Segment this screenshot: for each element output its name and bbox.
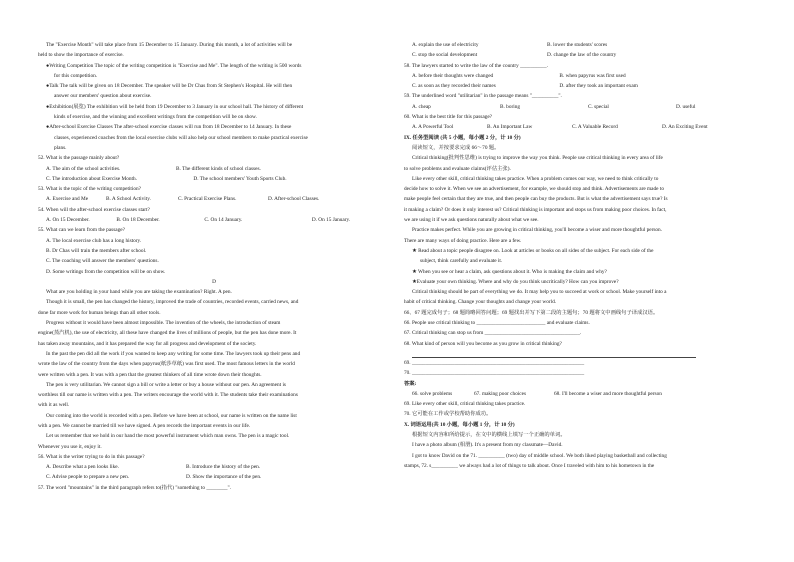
- text-line: 57. The word "mountains" in the third paragraph refers to(指代) "something to ________".: [38, 484, 232, 491]
- text-line: D: [212, 278, 216, 285]
- text-line: has taken away mountains, and it has prepared the way for all progress and development of the society.: [38, 340, 257, 347]
- text-line: I got to know David on the 71. __________ (two) day of middle school. We both liked playing basketball and collecting: [412, 452, 667, 459]
- answer-option: C. Practical Exercise Plans.: [178, 196, 237, 203]
- text-line: we are using it if we ask questions naturally about what we see.: [404, 217, 539, 224]
- section-heading: IX. 任务型阅读 (共 5 小题，每小题 2 分，计 10 分): [404, 134, 521, 141]
- answer-option: B. lower the students' scores: [547, 42, 608, 48]
- text-line: 根据短文内容和所给提示，在文中的横线上填写一个正确的单词。: [412, 431, 566, 438]
- answer-option: C. as soon as they recorded their names: [412, 83, 496, 90]
- option-row: [404, 122, 756, 132]
- option-row: [38, 194, 390, 204]
- text-line: classes, experienced coaches from the local exercise clubs will also help our school members to make practical exercise: [54, 134, 308, 141]
- text-line: wrote the law of the country from the days when papyrus(纸莎草纸) was first used. The most famous letters in the world: [38, 361, 295, 368]
- text-line: 70. _________________________________________________________________: [404, 370, 585, 377]
- answer-option: D. An Exciting Event: [662, 124, 708, 131]
- text-line: 58. The lawyers started to write the law of the country __________.: [404, 62, 548, 69]
- text-line: ●Exhibition(展览) The exhibition will be held from 19 December to 3 January in our school hall. The history of different: [46, 103, 304, 110]
- answer-option: 68. I'll become a wiser and more thoughtful person: [554, 390, 662, 397]
- text-line: Though it is small, the pen has changed the history, improved the trade of countries, recorded events, carried news, and: [46, 299, 299, 306]
- text-line: subject, think carefully and evaluate it.: [420, 258, 503, 265]
- option-row: [38, 164, 390, 174]
- text-line: plans.: [54, 144, 67, 151]
- text-line: ●After-school Exercise Classes The after-school exercise classes will run from 18 December to 14 January. In these: [46, 124, 292, 131]
- option-row: [404, 40, 756, 50]
- answer-option: D. After-school Classes.: [268, 196, 320, 203]
- text-line: Critical thinking should be part of everything we do. It may help you to succeed at work or school. Make yourself into a: [412, 289, 667, 296]
- answer-option: B. An Important Law: [487, 124, 533, 131]
- text-line: 59. The underlined word "utilitarian" in the passage means "__________".: [404, 93, 562, 100]
- text-line: ★ When you see or hear a claim, ask questions about it. Who is making the claim and why?: [412, 268, 607, 275]
- text-line: held to show the importance of exercise.: [38, 52, 124, 59]
- answer-option: C. A Valuable Record: [572, 124, 618, 131]
- text-line: Practice makes perfect. While you are growing in critical thinking, you'll become a wiser and more thoughtful person.: [412, 227, 663, 234]
- option-row: [38, 174, 390, 184]
- answer-option: B. A School Activity.: [106, 196, 151, 203]
- option-row: [404, 71, 756, 81]
- text-line: habit of critical thinking. Change your thoughts and change your world.: [404, 299, 557, 306]
- answer-option: A. explain the use of electricity: [412, 42, 479, 48]
- text-line: A. The local exercise club has a long history.: [46, 237, 142, 244]
- text-line: C. The coaching will answer the members' questions.: [46, 258, 159, 265]
- text-line: 66、67 题完成句子；68 题简略回答问题；69 题找出并写下第二段的主题句；70 题将文中画线句子译成汉语。: [404, 309, 659, 316]
- text-line: What are you holding in your hand while you are taking the examination? Right. A pen.: [46, 289, 232, 296]
- text-line: ●Talk The talk will be given on 18 December. The speaker will be Dr Chas from St Stephen's Hospital. He will then: [46, 83, 293, 90]
- text-line: D. Some writings from the competition will be on show.: [46, 268, 166, 275]
- text-line: 67. Critical thinking can stop us from ____________________________________.: [404, 330, 582, 337]
- answer-write-line: [412, 349, 696, 358]
- text-line: Progress without it would have been almost impossible. The invention of the wheels, the introduction of steam: [46, 320, 281, 327]
- text-line: worthless till our name is written with a pen. The writers encourage the world with it. The students take their examinations: [38, 392, 298, 399]
- text-line: B. Dr Chas will train the members after school.: [46, 247, 147, 254]
- text-line: There are many ways of doing practice. Here are a few.: [404, 237, 522, 244]
- text-line: 70. 它可能在工作或学校帮助你成功。: [404, 411, 492, 418]
- option-row: [404, 102, 756, 112]
- text-line: make people feel certain that they are true, and then people can buy the products. But is what the advertisement says true? Is: [404, 196, 668, 203]
- text-line: with it as well.: [38, 402, 70, 409]
- answer-option: C. special: [588, 103, 609, 110]
- text-line: for this competition.: [54, 72, 98, 79]
- text-line: Whenever you use it, enjoy it.: [38, 443, 102, 450]
- text-line: The pen is very utilitarian. We cannot sign a bill or write a letter or buy a house without our pen. An agreement is: [46, 381, 286, 388]
- text-line: In the past the pen did all the work if you wanted to keep any writing for some time. The lawyers took up their pens and: [46, 350, 301, 357]
- answer-option: B. boring: [500, 103, 521, 110]
- option-row: [38, 472, 390, 482]
- text-line: Like every other skill, critical thinking takes practice. When a problem comes our way, we need to think critically to: [412, 175, 659, 182]
- text-line: 阅读短文，并按要求完成 66～70 题。: [412, 144, 500, 151]
- answer-option: D. change the law of the country: [547, 52, 617, 59]
- answer-option: 66. solve problems: [412, 390, 453, 397]
- answer-option: C. On 14 January.: [204, 217, 243, 224]
- text-line: 54. When will the after-school exercise classes start?: [38, 206, 150, 213]
- text-line: kinds of exercise, and the winning and excellent writings from the competition will be on show.: [54, 114, 257, 121]
- text-line: I have a photo album (相册). It's a present from my classmate—David.: [412, 442, 563, 449]
- answer-option: C. stop the social development: [412, 52, 478, 59]
- option-row: [38, 215, 390, 225]
- text-line: it making a claim? Or does it only interest us? Critical thinking is important and stops us from making poor choices. In fact,: [404, 206, 667, 213]
- option-row: [404, 81, 756, 91]
- answer-option: D. Show the importance of the pen.: [186, 474, 262, 481]
- text-line: Critical thinking(批判性思维) is trying to improve the way you think. People use critical thinking in every area of life: [412, 155, 663, 162]
- text-line: decide how to solve it. When we see an advertisement, for example, we should stop and think. Advertisements are made to: [404, 186, 664, 193]
- section-heading: 答案:: [404, 380, 417, 387]
- text-line: answer our members' question about exercise.: [54, 93, 152, 100]
- text-line: 56. What is the writer trying to do in this passage?: [38, 453, 145, 460]
- answer-option: A. Describe what a pen looks like.: [46, 464, 119, 471]
- answer-option: 67. making poor choices: [474, 390, 527, 397]
- answer-option: B. when papyrus was first used: [559, 72, 626, 79]
- answer-option: B. Introduce the history of the pen.: [186, 464, 261, 471]
- answer-option: A. cheap: [412, 103, 431, 110]
- answer-option: D. useful: [676, 103, 696, 110]
- answer-option: C. The introduction about Exercise Month.: [46, 175, 137, 182]
- text-line: 55. What can we learn from the passage?: [38, 227, 125, 234]
- text-line: were written with a pen. It was with a pen that the greatest thinkers of all time wrote down their thoughts.: [38, 371, 262, 378]
- answer-option: A. Exercise and Me: [46, 196, 89, 203]
- answer-option: C. Advise people to prepare a new pen.: [46, 474, 130, 481]
- answer-option: A. A Powerful Tool: [412, 124, 454, 131]
- text-line: 52. What is the passage mainly about?: [38, 155, 120, 162]
- text-line: done far more work for human beings than all other tools.: [38, 309, 161, 316]
- text-line: with a pen. We cannot be married till we have signed. A pen records the important events in our life.: [38, 422, 251, 429]
- answer-option: D. The school members' Youth Sports Club.: [193, 175, 287, 182]
- text-line: 53. What is the topic of the writing competition?: [38, 186, 142, 193]
- text-line: Let us remember that we hold in our hand the most powerful instrument which man owns. The pen is a magic tool.: [46, 433, 290, 440]
- text-line: 66. People use critical thinking to __________________________ and evaluate claims.: [404, 320, 590, 327]
- text-line: 69. Like every other skill, critical thinking takes practice.: [404, 401, 526, 408]
- right-column: [404, 40, 756, 471]
- answer-option: B. On 18 December.: [116, 217, 160, 224]
- option-row: [404, 50, 756, 60]
- option-row: [404, 389, 756, 399]
- option-row: [38, 462, 390, 472]
- answer-option: D. after they took an important exam: [559, 83, 638, 90]
- answer-option: A. The aim of the school activities.: [46, 165, 121, 172]
- answer-option: B. The different kinds of school classes.: [176, 165, 261, 172]
- text-line: ★ Read about a topic people disagree on. Look at articles or books on all sides of the subject. For each side of the: [412, 247, 654, 254]
- text-line: ●Writing Competition The topic of the writing competition is "Exercise and Me". The length of the writing is 500 words: [46, 62, 302, 69]
- answer-option: A. On 15 December.: [46, 217, 90, 224]
- text-line: Our coming into the world is recorded with a pen. Before we have been at school, our name is written on the name list: [46, 412, 297, 419]
- text-line: engine(蒸汽机), the use of electricity, all these have changed the lives of millions of people, but the pen has done more. It: [38, 330, 297, 337]
- text-line: 69. _________________________________________________________________: [404, 359, 585, 366]
- text-line: The "Exercise Month" will take place from 15 December to 15 January. During this month, a lot of activities will be: [46, 42, 293, 48]
- text-line: to solve problems and evaluate claims(评估主张).: [404, 165, 511, 172]
- answer-option: D. On 15 January.: [311, 217, 351, 224]
- section-heading: X. 词语运用(共 10 小题，每小题 1 分，计 10 分): [404, 421, 515, 428]
- text-line: stamps, 72. s__________ we always had a lot of things to talk about. Once I traveled with him to his hometown in the: [404, 462, 655, 469]
- text-line: ★Evaluate your own thinking. Where and why do you think uncritically? How can you improve?: [412, 278, 619, 285]
- text-line: 60. What is the best title for this passage?: [404, 114, 493, 121]
- left-column: [38, 40, 390, 493]
- text-line: 68. What kind of person will you become as you grow in critical thinking?: [404, 340, 562, 347]
- answer-option: A. before their thoughts were changed: [412, 72, 494, 79]
